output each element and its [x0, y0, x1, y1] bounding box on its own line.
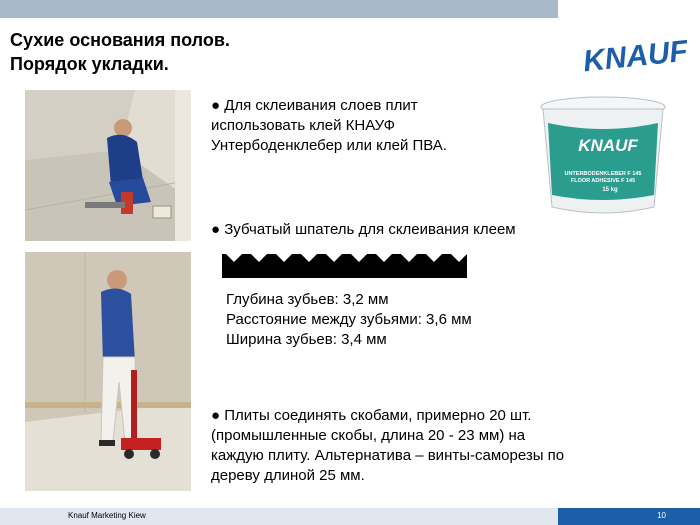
bucket-label-1: UNTERBODENKLEBER F 145 [564, 171, 642, 177]
footer [0, 508, 700, 525]
title-line-2: Порядок укладки. [10, 54, 169, 74]
bucket-brand: KNAUF [578, 136, 638, 155]
knauf-logo [581, 22, 690, 79]
top-bar [0, 0, 558, 18]
trowel-specs [226, 290, 472, 350]
bucket-label-2: FLOOR ADHESIVE F 145 [570, 178, 636, 184]
bullet-glue-instruction: ● Для склеивания слоев плит использовать клей КНАУФ Унтербоденклебер или клей ПВА. [211, 97, 447, 154]
spec-depth: Глубина зубьев: 3,2 мм [226, 291, 389, 308]
logo-text: KNAUF [581, 34, 690, 79]
bullet-trowel: ● Зубчатый шпатель для склеивания клеем [211, 221, 516, 238]
footer-text: Knauf Marketing Kiew [68, 511, 146, 520]
footer-right-band [558, 508, 700, 525]
page-number: 10 [657, 511, 666, 520]
photo-worker-applying-glue [25, 90, 191, 241]
spec-width: Ширина зубьев: 3,4 мм [226, 331, 387, 348]
spec-spacing: Расстояние между зубьями: 3,6 мм [226, 311, 472, 328]
notched-trowel-profile [222, 250, 467, 280]
title-line-1: Сухие основания полов. [10, 30, 230, 50]
slide-title [10, 28, 230, 76]
photo-worker-stapling [25, 252, 191, 491]
bullet-staples: ● Плиты соединять скобами, примерно 20 шт. (промышленные скобы, длина 20 - 23 мм) на каждую плиту. Альтернатива – винты-саморезы по дереву длиной 25 мм. [211, 407, 565, 484]
bucket-weight: 15 kg [602, 187, 618, 193]
adhesive-bucket-image [538, 95, 668, 217]
